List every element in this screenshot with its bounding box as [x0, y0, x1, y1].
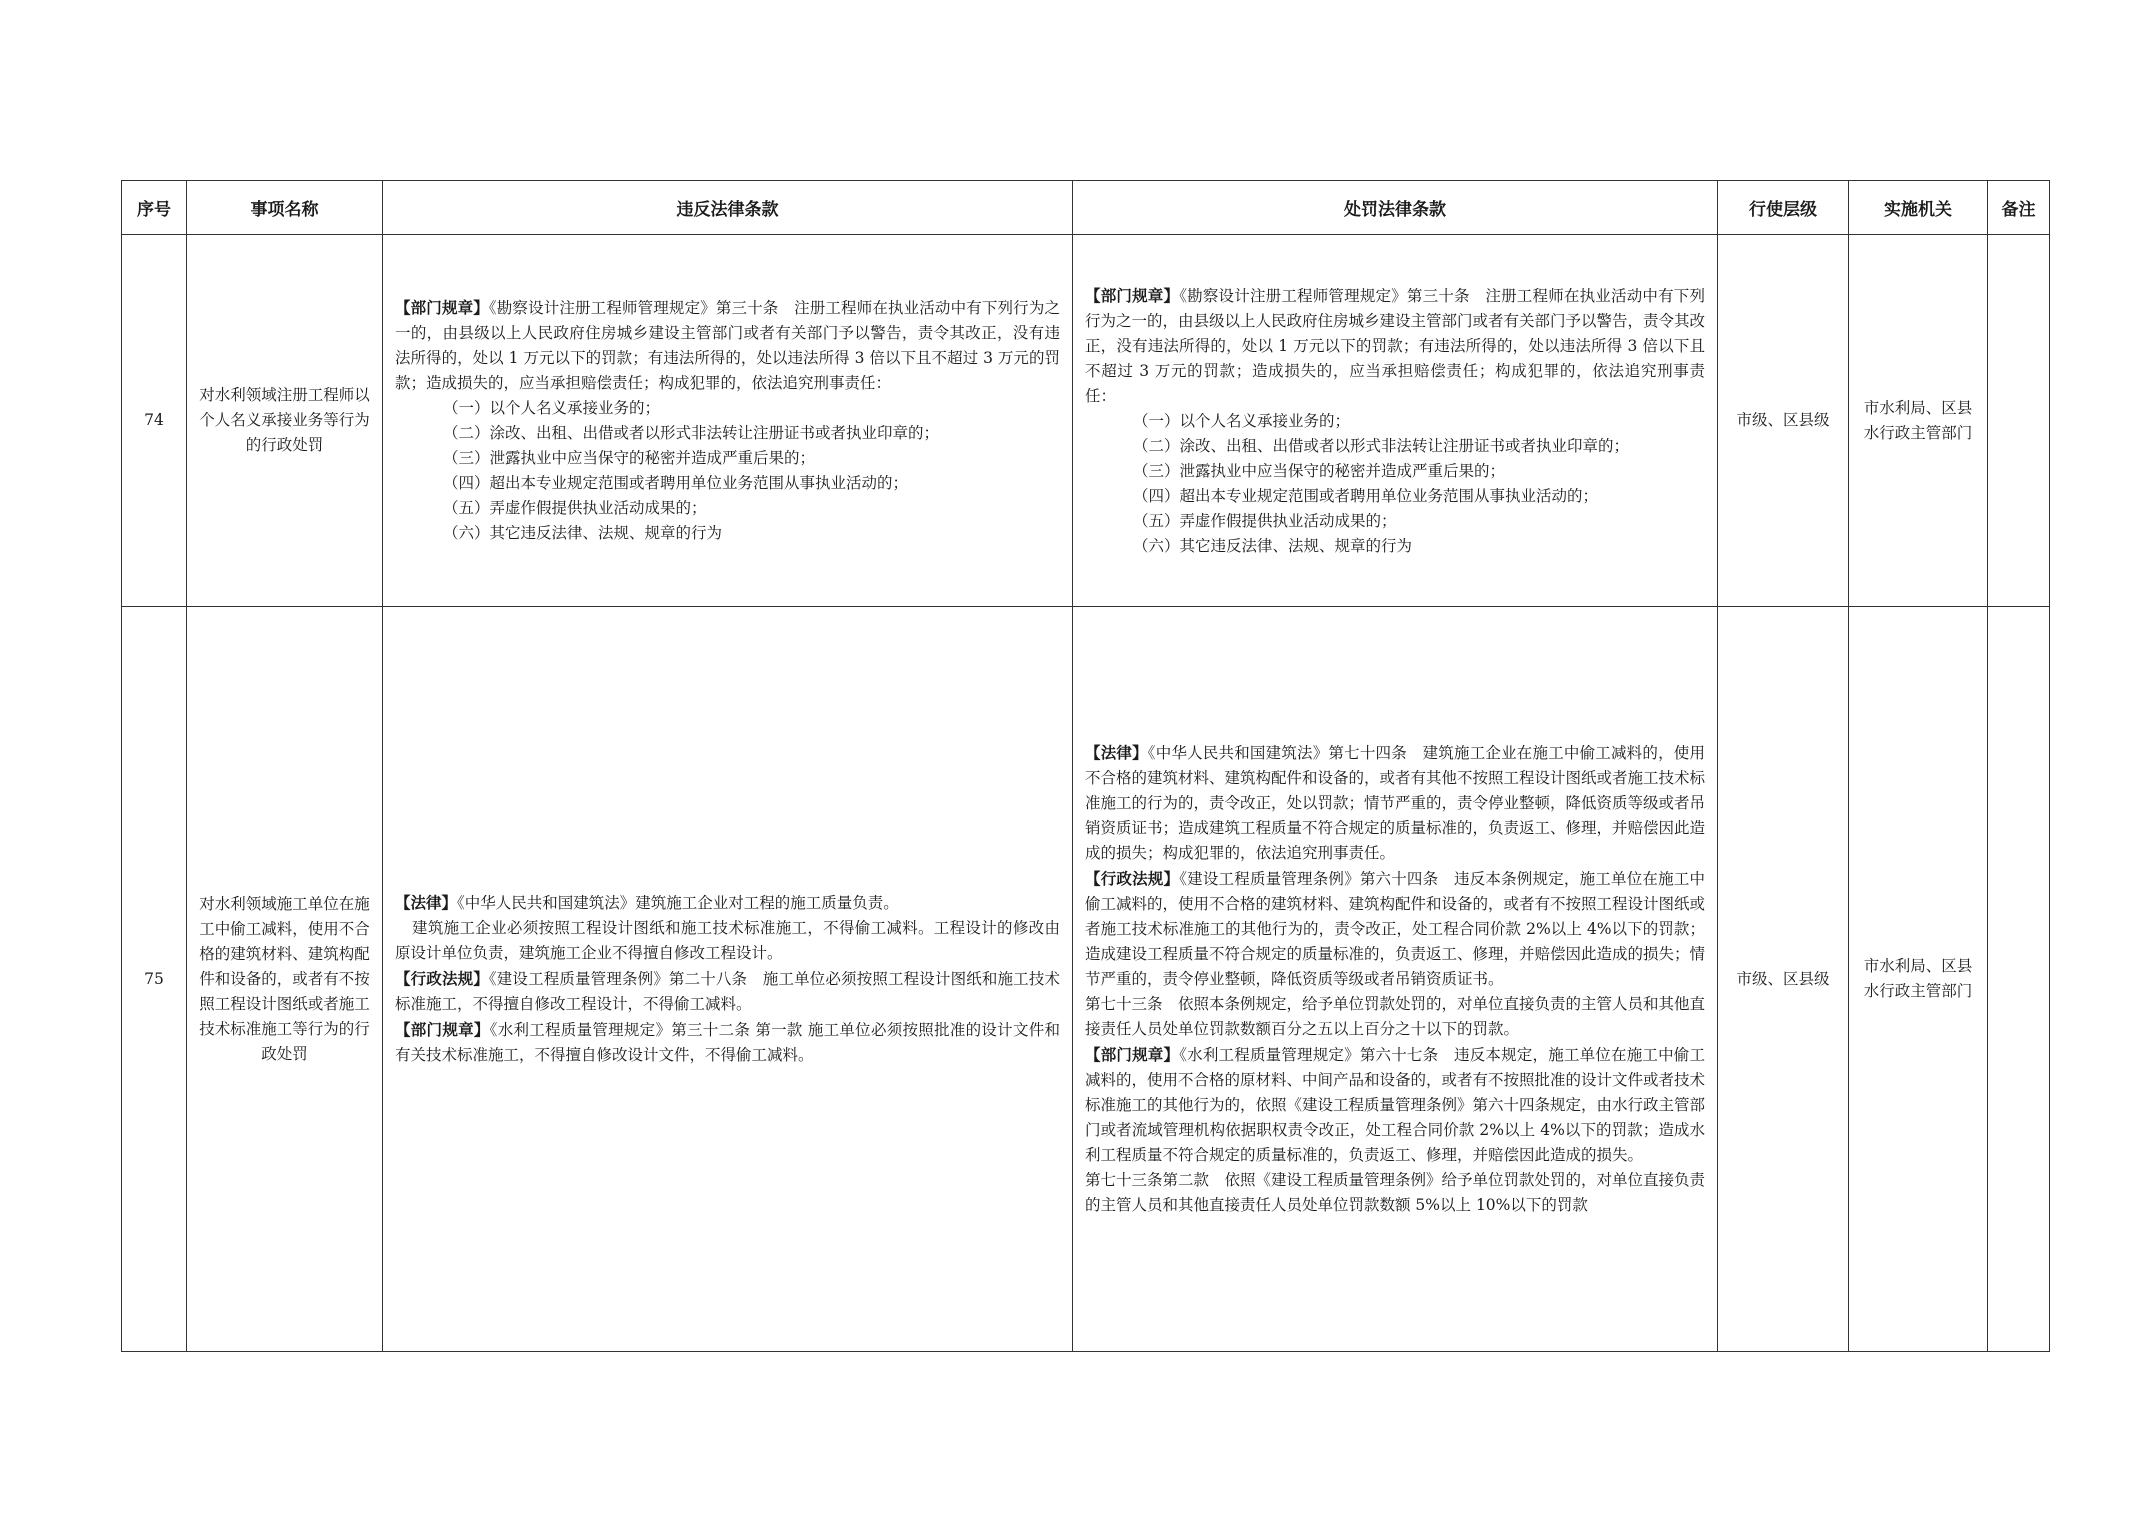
law-text: 《勘察设计注册工程师管理规定》第三十条 注册工程师在执业活动中有下列行为之一的，由县级以上人民政府住房城乡建设主管部门或者有关部门予以警告，责令其改正，没有违法所得的，处以 1 万元以下的罚款；有违法所得的，处以违法所得 3 倍以下且不超过 3 万元的罚款；造成损失的，应当承担赔偿责任；构成犯罪的，依法追究刑事责任：: [1085, 286, 1706, 405]
penalty-item: （五）弄虚作假提供执业活动成果的；: [1133, 511, 1397, 530]
law-text: 《中华人民共和国建筑法》建筑施工企业对工程的施工质量负责。: [457, 894, 899, 912]
header-agency: 实施机关: [1849, 181, 1988, 235]
row-remark: [1988, 235, 2050, 607]
row-agency: 市水利局、区县水行政主管部门: [1849, 607, 1988, 1352]
row-level: 市级、区县级: [1718, 607, 1849, 1352]
law-tag: 【法律】: [1085, 743, 1148, 762]
violation-item: （四）超出本专业规定范围或者聘用单位业务范围从事执业活动的；: [443, 474, 909, 492]
header-penalty: 处罚法律条款: [1073, 181, 1718, 235]
violation-item: （二）涂改、出租、出借或者以形式非法转让注册证书或者执业印章的；: [443, 424, 940, 442]
law-tag: 【部门规章】: [395, 1020, 490, 1039]
violation-intro: [395, 295, 1060, 396]
row-remark: [1988, 607, 2050, 1352]
law-text: 《中华人民共和国建筑法》第七十四条 建筑施工企业在施工中偷工减料的，使用不合格的建筑材料、建筑构配件和设备的，或者有其他不按照工程设计图纸或者施工技术标准施工的行为的，责令改正，处以罚款；情节严重的，责令停业整顿，降低资质等级或者吊销资质证书；造成建筑工程质量不符合规定的质量标准的，负责返工、修理，并赔偿因此造成的损失；构成犯罪的，依法追究刑事责任。: [1085, 744, 1706, 862]
violation-para: [395, 1017, 1060, 1068]
penalty-item: （一）以个人名义承接业务的；: [1133, 411, 1351, 430]
table-row: [122, 235, 2050, 607]
penalty-para: 第七十三条第二款 依照《建设工程质量管理条例》给予单位罚款处罚的，对单位直接负责的主管人员和其他直接责任人员处单位罚款数额 5%以上 10%以下的罚款: [1085, 1171, 1706, 1214]
row-agency: 市水利局、区县水行政主管部门: [1849, 235, 1988, 607]
penalty-para: [1085, 740, 1705, 866]
law-text: 《水利工程质量管理规定》第三十二条 第一款 施工单位必须按照批准的设计文件和有关技术标准施工，不得擅自修改设计文件，不得偷工减料。: [395, 1021, 1060, 1064]
law-text: 《水利工程质量管理规定》第六十七条 违反本规定，施工单位在施工中偷工减料的，使用不合格的原材料、中间产品和设备的，或者有不按照批准的设计文件或者技术标准施工的其他行为的，依照《建设工程质量管理条例》第六十四条规定，由水行政主管部门或者流域管理机构依据职权责令改正，处工程合同价款 2%以上 4%以下的罚款；造成水利工程质量不符合规定的质量标准的，负责返工、修理，并赔偿因此造成的损失。: [1085, 1046, 1706, 1164]
violation-para: [395, 966, 1060, 1017]
penalty-item: （六）其它违反法律、法规、规章的行为: [1133, 536, 1413, 555]
law-text: 《建设工程质量管理条例》第六十四条 违反本条例规定，施工单位在施工中偷工减料的，使用不合格的建筑材料、建筑构配件和设备的，或者有不按照工程设计图纸或者施工技术标准施工的其他行为的，责令改正，处工程合同价款 2%以上 4%以下的罚款；造成建设工程质量不符合规定的质量标准的，负责返工、修理，并赔偿因此造成的损失；情节严重的，责令停业整顿，降低资质等级或者吊销资质证书。: [1085, 870, 1706, 988]
row-penalty: [1073, 607, 1718, 1352]
violation-item: （六）其它违反法律、法规、规章的行为: [443, 524, 723, 542]
violation-item: （一）以个人名义承接业务的；: [443, 399, 661, 417]
row-seq: 75: [122, 607, 187, 1352]
violation-item: （三）泄露执业中应当保守的秘密并造成严重后果的；: [443, 449, 816, 467]
law-text: 《建设工程质量管理条例》第二十八条 施工单位必须按照工程设计图纸和施工技术标准施工，不得擅自修改工程设计，不得偷工减料。: [395, 970, 1060, 1013]
penalty-items-table: [121, 180, 2050, 1352]
row-penalty: [1073, 235, 1718, 607]
header-name: 事项名称: [187, 181, 383, 235]
law-tag: 【法律】: [395, 893, 458, 912]
penalty-item: （二）涂改、出租、出借或者以形式非法转让注册证书或者执业印章的；: [1133, 436, 1630, 455]
header-violation: 违反法律条款: [383, 181, 1073, 235]
row-violation: [383, 607, 1073, 1352]
header-remark: 备注: [1988, 181, 2050, 235]
row-violation: [383, 235, 1073, 607]
law-tag: 【部门规章】: [1085, 285, 1180, 305]
violation-para: [395, 890, 1060, 916]
row-name: 对水利领域施工单位在施工中偷工减料，使用不合格的建筑材料、建筑构配件和设备的，或者有不按照工程设计图纸或者施工技术标准施工等行为的行政处罚: [187, 607, 383, 1352]
violation-item: （五）弄虚作假提供执业活动成果的；: [443, 499, 707, 517]
law-tag: 【行政法规】: [1085, 869, 1180, 888]
penalty-para: [1085, 866, 1705, 992]
row-level: 市级、区县级: [1718, 235, 1849, 607]
violation-para: 建筑施工企业必须按照工程设计图纸和施工技术标准施工，不得偷工减料。工程设计的修改由原设计单位负责，建筑施工企业不得擅自修改工程设计。: [395, 919, 1060, 962]
law-tag: 【部门规章】: [395, 298, 489, 317]
penalty-item: （四）超出本专业规定范围或者聘用单位业务范围从事执业活动的；: [1133, 486, 1599, 505]
table-row: [122, 607, 2050, 1352]
law-text: 《勘察设计注册工程师管理规定》第三十条 注册工程师在执业活动中有下列行为之一的，由县级以上人民政府住房城乡建设主管部门或者有关部门予以警告，责令其改正，没有违法所得的，处以 1 万元以下的罚款；有违法所得的，处以违法所得 3 倍以下且不超过 3 万元的罚款；造成损失的，应当承担赔偿责任；构成犯罪的，依法追究刑事责任：: [395, 299, 1060, 392]
row-seq: 74: [122, 235, 187, 607]
header-level: 行使层级: [1718, 181, 1849, 235]
penalty-para: [1085, 1042, 1705, 1168]
row-name: 对水利领域注册工程师以个人名义承接业务等行为的行政处罚: [187, 235, 383, 607]
header-row: [122, 181, 2050, 235]
penalty-intro: [1085, 283, 1705, 409]
penalty-item: （三）泄露执业中应当保守的秘密并造成严重后果的；: [1133, 461, 1506, 480]
penalty-para: 第七十三条 依照本条例规定，给予单位罚款处罚的，对单位直接负责的主管人员和其他直接责任人员处单位罚款数额百分之五以上百分之十以下的罚款。: [1085, 995, 1706, 1038]
law-tag: 【行政法规】: [395, 969, 489, 988]
header-seq: 序号: [122, 181, 187, 235]
law-tag: 【部门规章】: [1085, 1045, 1180, 1064]
